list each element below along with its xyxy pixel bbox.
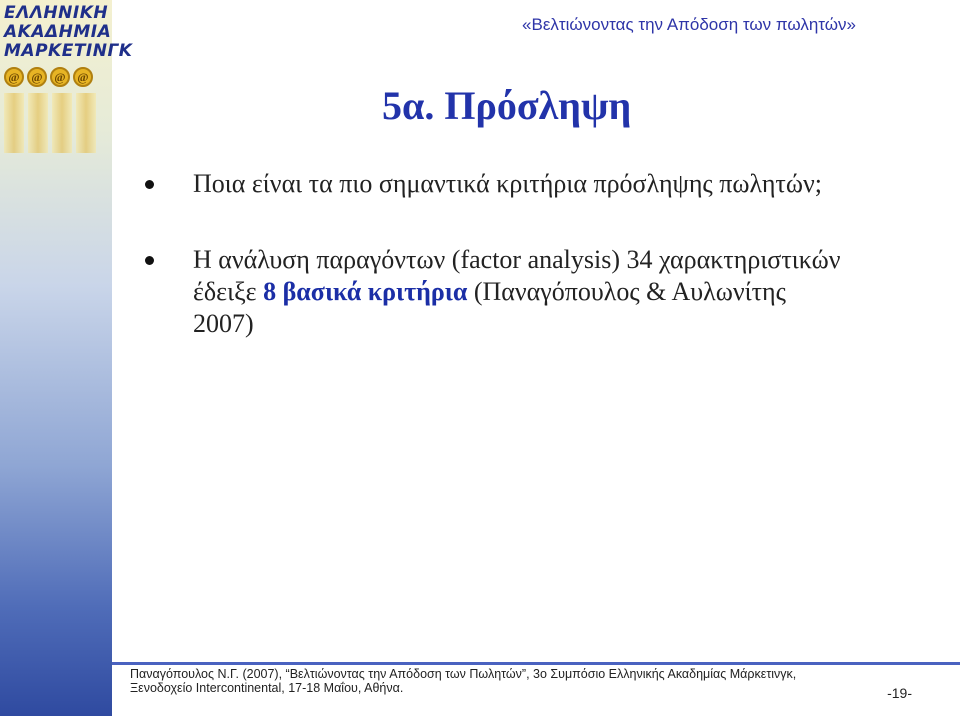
spiral-icon: @ [4, 67, 24, 87]
spiral-icon: @ [73, 67, 93, 87]
bullet-text-after: (Παναγόπουλος & Αυλωνίτης 2007) [193, 277, 786, 338]
logo-columns [4, 93, 108, 153]
footer-citation: Παναγόπουλος Ν.Γ. (2007), “Βελτιώνοντας την Απόδοση των Πωλητών”, 3ο Συμπόσιο Ελληνικής Ακαδημίας Μάρκετινγκ, Ξενοδοχείο Intercontinental, 17-18 Μαΐου, Αθήνα. [130, 667, 797, 695]
spiral-icon: @ [27, 67, 47, 87]
bullet-item [145, 168, 845, 200]
bullet-item [145, 244, 845, 340]
logo-line-1: ΕΛΛΗΝΙΚΗ [4, 3, 109, 23]
slide-title: 5α. Πρόσληψη [382, 83, 632, 128]
logo-spirals [4, 67, 108, 87]
bullet-dot-icon [145, 256, 154, 265]
column-icon [4, 93, 24, 153]
column-icon [28, 93, 48, 153]
logo-line-2: ΑΚΑΔΗΜΙΑ [4, 22, 112, 42]
column-icon [76, 93, 96, 153]
bullet-dot-icon [145, 180, 154, 189]
column-icon [52, 93, 72, 153]
bullet-highlight: 8 βασικά κριτήρια [263, 277, 468, 306]
page-number: -19- [887, 685, 912, 701]
bullet-text: Ποια είναι τα πιο σημαντικά κριτήρια πρόσληψης πωλητών; [193, 169, 822, 198]
bullet-text: Η ανάλυση παραγόντων (factor analysis) 34 χαρακτηριστικών έδειξε [193, 245, 841, 306]
header-title: «Βελτιώνοντας την Απόδοση των πωλητών» [522, 15, 856, 34]
academy-logo [4, 3, 133, 154]
footer-divider [112, 662, 960, 665]
logo-line-3: ΜΑΡΚΕΤΙΝΓΚ [4, 41, 133, 61]
spiral-icon: @ [50, 67, 70, 87]
bullet-list [145, 168, 845, 384]
